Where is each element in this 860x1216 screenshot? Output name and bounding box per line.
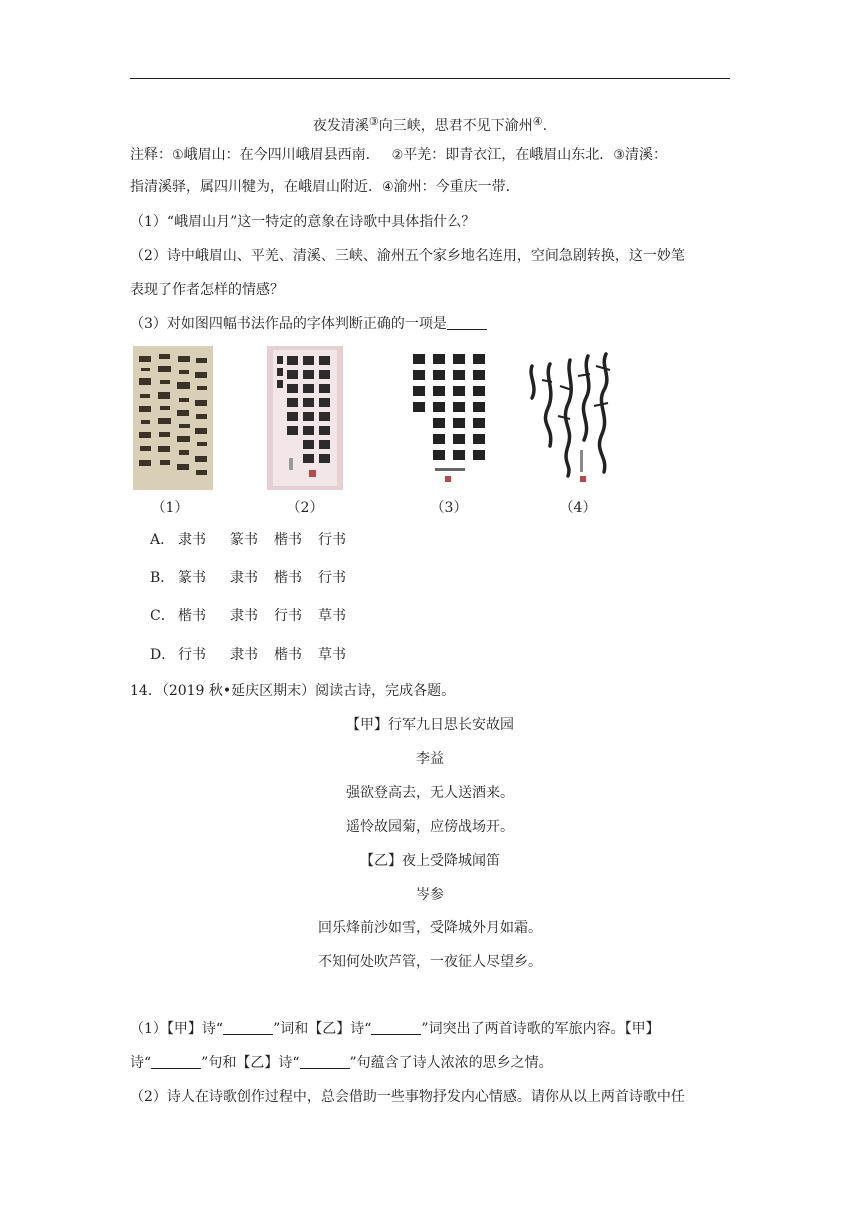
poem-last-line <box>130 112 730 136</box>
calligraphy-image-2 <box>267 346 343 490</box>
option-item: 楷书 <box>274 647 302 663</box>
note-mark: ④ <box>382 180 394 195</box>
answer-blank[interactable] <box>151 1054 201 1069</box>
poem2-line2: 不知何处吹芦管，一夜征人尽望乡。 <box>318 954 542 970</box>
question-14-header: 14．（2019 秋•延庆区期末）阅读古诗，完成各题。 <box>130 683 456 699</box>
option-item: 草书 <box>318 608 346 624</box>
option-letter: C． <box>150 608 175 624</box>
header-rule <box>130 78 730 79</box>
option-item: 行书 <box>178 647 206 663</box>
option-item: 隶书 <box>230 608 258 624</box>
option-letter: A． <box>150 532 175 548</box>
notes-line-1 <box>130 145 730 166</box>
question-14-1-line2 <box>130 1053 730 1073</box>
poem1-line2: 遥怜故园菊，应傍战场开。 <box>346 819 514 835</box>
note-text: 平羌：即青衣江，在峨眉山东北． <box>403 147 614 163</box>
option-item: 隶书 <box>230 647 258 663</box>
poem2-author: 岑参 <box>416 887 444 903</box>
answer-blank[interactable] <box>447 315 487 330</box>
image-caption-4: （4） <box>559 500 597 516</box>
question-text: ”词和【乙】诗“ <box>273 1021 372 1037</box>
image-caption-1: （1） <box>151 500 189 516</box>
poem1-title: 【甲】行军九日思长安故园 <box>346 717 514 733</box>
option-letter: B． <box>150 570 175 586</box>
option-item: 行书 <box>274 608 302 624</box>
option-letter: D． <box>150 647 176 663</box>
poem1-author: 李益 <box>416 751 444 767</box>
poem2-title: 【乙】夜上受降城闻笛 <box>360 853 500 869</box>
option-item: 隶书 <box>178 532 206 548</box>
note-mark: ① <box>172 148 184 163</box>
note-text: 指清溪驿，属四川犍为，在峨眉山附近． <box>130 179 382 195</box>
question-text: （1）【甲】诗“ <box>130 1021 224 1037</box>
image-caption-3: （3） <box>430 500 468 516</box>
poem-text: 向三峡，思君不见下渝州 <box>378 118 533 134</box>
question-13-2-line2: 表现了作者怎样的情感？ <box>130 282 284 298</box>
note-mark: ② <box>391 148 404 163</box>
calligraphy-image-4 <box>524 346 620 490</box>
note-text: 峨眉山：在今四川峨眉县西南． <box>183 147 380 163</box>
option-d[interactable] <box>150 645 346 665</box>
option-item: 隶书 <box>230 570 258 586</box>
note-mark: ④ <box>532 115 543 128</box>
option-item: 草书 <box>318 647 346 663</box>
question-text: ”句和【乙】诗“ <box>201 1055 300 1071</box>
poem-text: . <box>542 118 548 134</box>
question-14-1-line1 <box>130 1019 730 1039</box>
calligraphy-image-1 <box>133 346 213 490</box>
poem-text: 夜发清溪 <box>312 118 369 134</box>
option-item: 楷书 <box>178 608 206 624</box>
option-a[interactable] <box>150 530 346 550</box>
option-item: 行书 <box>318 532 346 548</box>
option-item: 楷书 <box>274 532 302 548</box>
question-13-2-line1: （2）诗中峨眉山、平羌、清溪、三峡、渝州五个家乡地名连用，空间急剧转换，这一妙笔 <box>130 248 685 264</box>
question-text: （3）对如图四幅书法作品的字体判断正确的一项是 <box>130 316 447 332</box>
question-14-2: （2）诗人在诗歌创作过程中，总会借助一些事物抒发内心情感。请你从以上两首诗歌中任 <box>130 1089 685 1105</box>
question-text: 诗“ <box>130 1055 152 1071</box>
answer-blank[interactable] <box>223 1020 273 1035</box>
option-item: 篆书 <box>178 570 206 586</box>
answer-blank[interactable] <box>371 1020 421 1035</box>
question-text: ”句蕴含了诗人浓浓的思乡之情。 <box>349 1055 553 1071</box>
option-item: 楷书 <box>274 570 302 586</box>
option-item: 行书 <box>318 570 346 586</box>
calligraphy-image-3 <box>407 346 491 490</box>
note-text: 清溪： <box>624 147 667 163</box>
note-mark: ③ <box>613 148 625 163</box>
notes-label: 注释： <box>130 147 172 163</box>
poem2-line1: 回乐烽前沙如雪，受降城外月如霜。 <box>318 920 542 936</box>
image-caption-2: （2） <box>286 500 324 516</box>
note-text: 渝州：今重庆一带． <box>393 179 520 195</box>
question-13-1: （1）“峨眉山月”这一特定的意象在诗歌中具体指什么？ <box>130 214 476 230</box>
note-mark: ③ <box>368 115 379 128</box>
option-c[interactable] <box>150 606 346 626</box>
answer-blank[interactable] <box>300 1054 350 1069</box>
question-13-3 <box>130 314 730 334</box>
poem1-line1: 强欲登高去，无人送酒来。 <box>346 785 514 801</box>
notes-line-2 <box>130 177 730 198</box>
question-text: ”词突出了两首诗歌的军旅内容。【甲】 <box>421 1021 660 1037</box>
option-item: 篆书 <box>230 532 258 548</box>
option-b[interactable] <box>150 568 346 588</box>
